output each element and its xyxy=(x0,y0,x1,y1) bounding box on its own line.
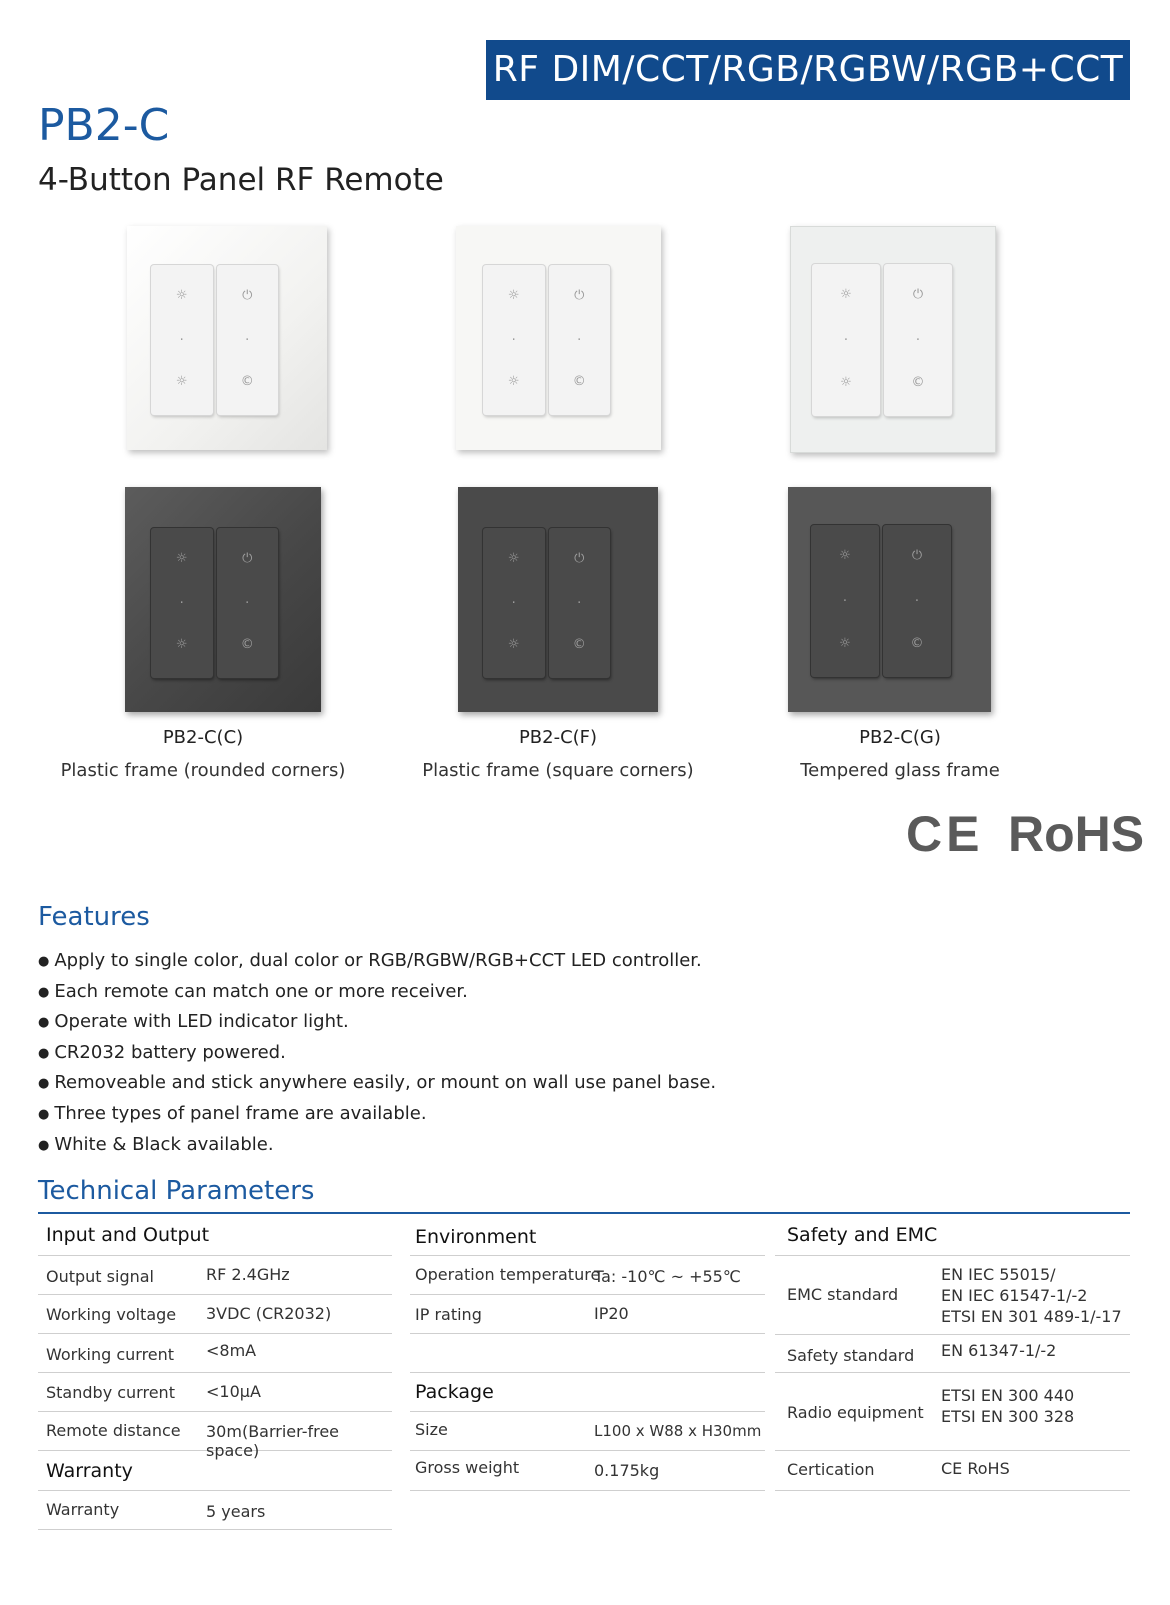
table-row xyxy=(38,1294,392,1334)
table-row xyxy=(775,1255,1130,1335)
table-row xyxy=(775,1334,1130,1373)
row-value: Ta: -10℃ ~ +55℃ xyxy=(594,1267,741,1286)
sun-icon: ☼ xyxy=(175,374,188,389)
row-value: 0.175kg xyxy=(594,1461,660,1480)
product-black-glass xyxy=(788,487,991,712)
table-row xyxy=(410,1411,765,1451)
product-white-rounded xyxy=(127,226,327,450)
left-rocker-button xyxy=(812,264,880,416)
table-row-empty xyxy=(410,1333,765,1373)
color-cycle-icon: © xyxy=(910,636,924,651)
left-rocker-button xyxy=(811,525,879,677)
product-black-square xyxy=(458,487,658,712)
sun-icon: ☼ xyxy=(507,551,520,566)
indicator-dot-icon: · xyxy=(915,333,921,348)
table-section-header xyxy=(38,1214,392,1256)
list-item: ● Operate with LED indicator light. xyxy=(38,1008,716,1039)
row-value: EN 61347-1/-2 xyxy=(941,1341,1057,1360)
row-key: Warranty xyxy=(46,1500,120,1519)
right-rocker-button xyxy=(549,528,611,678)
row-key: Working voltage xyxy=(46,1305,177,1324)
color-cycle-icon: © xyxy=(240,637,254,652)
table-row xyxy=(775,1372,1130,1451)
row-value: EN IEC 61547-1/-2 xyxy=(941,1286,1088,1305)
indicator-dot-icon: · xyxy=(843,333,849,348)
table-section-header xyxy=(38,1450,392,1491)
color-cycle-icon: © xyxy=(240,374,254,389)
indicator-dot-icon: · xyxy=(179,333,184,348)
list-item: ● White & Black available. xyxy=(38,1131,716,1162)
table-row xyxy=(38,1372,392,1412)
section-title: Warranty xyxy=(46,1460,133,1482)
row-value: CE RoHS xyxy=(941,1459,1010,1478)
indicator-dot-icon: · xyxy=(511,333,516,348)
caption-description: Plastic frame (rounded corners) xyxy=(60,760,346,781)
section-title: Package xyxy=(415,1381,494,1403)
list-item: ● Apply to single color, dual color or RGB/RGBW/RGB+CCT LED controller. xyxy=(38,947,716,978)
features-heading: Features xyxy=(38,902,150,932)
sun-icon: ☼ xyxy=(507,288,520,303)
left-rocker-button xyxy=(483,528,545,678)
row-key: Standby current xyxy=(46,1383,175,1402)
sun-icon: ☼ xyxy=(175,551,188,566)
rohs-mark: RoHS xyxy=(1008,806,1145,862)
table-row xyxy=(410,1255,765,1295)
caption-rounded xyxy=(33,727,373,781)
row-key: Output signal xyxy=(46,1267,154,1286)
color-cycle-icon: © xyxy=(572,374,586,389)
indicator-dot-icon: · xyxy=(577,596,582,611)
ce-mark: CE xyxy=(906,806,984,862)
row-value: <8mA xyxy=(206,1341,257,1360)
indicator-dot-icon: · xyxy=(842,594,848,609)
row-value: L100 x W88 x H30mm xyxy=(594,1422,762,1440)
right-rocker-button xyxy=(217,528,279,678)
caption-model: PB2-C(F) xyxy=(518,727,598,748)
table-section-header xyxy=(410,1372,765,1412)
color-cycle-icon: © xyxy=(911,375,925,390)
table-row xyxy=(410,1294,765,1334)
row-value: 30m(Barrier-free space) xyxy=(206,1422,340,1460)
left-rocker-button xyxy=(483,265,545,415)
row-key: Operation temperature xyxy=(415,1265,601,1284)
product-subtitle: 4-Button Panel RF Remote xyxy=(38,162,444,198)
indicator-dot-icon: · xyxy=(179,596,184,611)
table-row xyxy=(38,1490,392,1530)
section-title: Input and Output xyxy=(46,1224,210,1246)
product-white-glass xyxy=(790,226,996,453)
indicator-dot-icon: · xyxy=(245,596,250,611)
row-value: EN IEC 55015/ xyxy=(941,1265,1056,1284)
table-section-header xyxy=(775,1214,1130,1256)
tech-heading: Technical Parameters xyxy=(38,1176,315,1206)
row-value: RF 2.4GHz xyxy=(206,1265,290,1284)
table-row xyxy=(38,1333,392,1373)
table-row xyxy=(38,1411,392,1460)
caption-description: Plastic frame (square corners) xyxy=(422,760,694,781)
sun-icon: ☼ xyxy=(175,637,188,652)
sun-icon: ☼ xyxy=(507,374,520,389)
list-item: ● Three types of panel frame are available. xyxy=(38,1100,716,1131)
product-black-rounded xyxy=(125,487,321,712)
row-key: Remote distance xyxy=(46,1421,181,1440)
right-rocker-button xyxy=(884,264,952,416)
indicator-dot-icon: · xyxy=(511,596,516,611)
power-icon: ⏻ xyxy=(574,551,585,566)
caption-model: PB2-C(G) xyxy=(859,727,941,748)
right-rocker-button xyxy=(883,525,951,677)
caption-glass xyxy=(730,727,1070,781)
table-row xyxy=(410,1450,765,1491)
power-icon: ⏻ xyxy=(574,288,585,303)
caption-description: Tempered glass frame xyxy=(800,760,1000,781)
sun-icon: ☼ xyxy=(839,548,851,563)
row-value: ETSI EN 300 328 xyxy=(941,1407,1075,1426)
indicator-dot-icon: · xyxy=(914,594,920,609)
sun-icon: ☼ xyxy=(507,637,520,652)
power-icon: ⏻ xyxy=(242,551,253,566)
sun-icon: ☼ xyxy=(839,636,851,651)
color-cycle-icon: © xyxy=(572,637,586,652)
table-section-header xyxy=(410,1214,765,1256)
section-title: Environment xyxy=(415,1226,537,1248)
power-icon: ⏻ xyxy=(911,548,923,563)
row-key: IP rating xyxy=(415,1305,482,1324)
features-list xyxy=(38,947,716,1161)
list-item: ● Each remote can match one or more receiver. xyxy=(38,978,716,1009)
category-banner: RF DIM/CCT/RGB/RGBW/RGB+CCT xyxy=(486,40,1130,100)
row-value: IP20 xyxy=(594,1304,629,1323)
right-rocker-button xyxy=(217,265,279,415)
table-row xyxy=(38,1255,392,1295)
row-key: Certication xyxy=(787,1460,875,1479)
row-key: Working current xyxy=(46,1345,175,1364)
sun-icon: ☼ xyxy=(175,288,188,303)
row-value: ETSI EN 301 489-1/-17 xyxy=(941,1307,1122,1326)
caption-model: PB2-C(C) xyxy=(162,727,244,748)
list-item: ● Removeable and stick anywhere easily, or mount on wall use panel base. xyxy=(38,1069,716,1100)
model-title: PB2-C xyxy=(38,100,170,151)
list-item: ● CR2032 battery powered. xyxy=(38,1039,716,1070)
caption-square xyxy=(388,727,728,781)
power-icon: ⏻ xyxy=(242,288,253,303)
row-key: EMC standard xyxy=(787,1285,899,1304)
row-value: ETSI EN 300 440 xyxy=(941,1386,1075,1405)
row-key: Safety standard xyxy=(787,1346,915,1365)
sun-icon: ☼ xyxy=(840,375,852,390)
indicator-dot-icon: · xyxy=(577,333,582,348)
left-rocker-button xyxy=(151,265,213,415)
right-rocker-button xyxy=(549,265,611,415)
row-key: Gross weight xyxy=(415,1458,520,1477)
table-row xyxy=(775,1450,1130,1491)
section-title: Safety and EMC xyxy=(787,1224,938,1246)
row-value: 3VDC (CR2032) xyxy=(206,1304,332,1323)
row-key: Radio equipment xyxy=(787,1403,924,1422)
row-value: 5 years xyxy=(206,1502,266,1521)
product-white-square xyxy=(456,226,661,450)
indicator-dot-icon: · xyxy=(245,333,250,348)
row-value: <10μA xyxy=(206,1382,261,1401)
row-key: Size xyxy=(415,1420,448,1439)
power-icon: ⏻ xyxy=(912,287,924,302)
sun-icon: ☼ xyxy=(840,287,852,302)
left-rocker-button xyxy=(151,528,213,678)
